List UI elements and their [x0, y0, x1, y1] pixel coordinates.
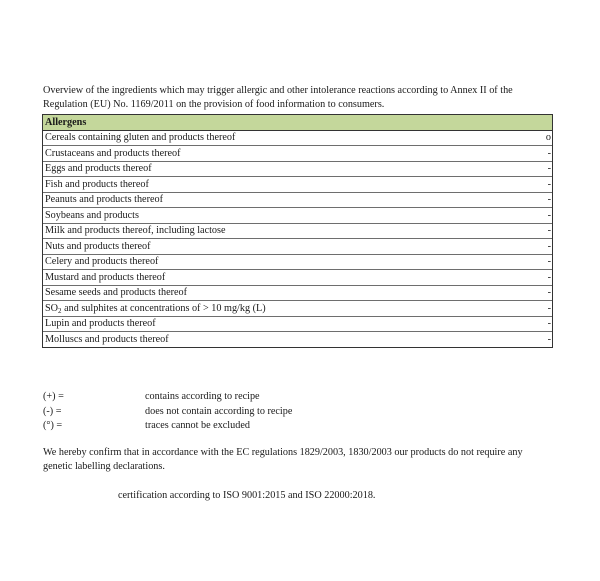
confirmation-text [43, 446, 553, 474]
table-row [43, 316, 553, 332]
table-row [43, 254, 553, 270]
legend [43, 390, 443, 434]
certification-text: certification according to ISO 9001:2015 and ISO 22000:2018. [118, 490, 376, 501]
allergen-name: Molluscs and products thereof [43, 332, 513, 348]
legend-symbol: (-) = [43, 405, 62, 417]
allergen-value: - [513, 177, 553, 193]
allergen-value: - [513, 239, 553, 255]
allergen-name: Eggs and products thereof [43, 161, 513, 177]
table-row [43, 270, 553, 286]
table-header-row [43, 115, 553, 131]
allergen-table [42, 114, 553, 348]
confirmation-line-2: genetic labelling declarations. [43, 461, 165, 472]
allergen-name: Cereals containing gluten and products thereof [43, 130, 513, 146]
allergen-name: Crustaceans and products thereof [43, 146, 513, 162]
table-header-allergens: Allergens [43, 115, 513, 131]
legend-description: does not contain according to recipe [145, 405, 293, 417]
intro-text [43, 84, 563, 111]
allergen-name: Nuts and products thereof [43, 239, 513, 255]
intro-line-1: Overview of the ingredients which may trigger allergic and other intolerance reactions according to Annex II of the [43, 85, 513, 96]
legend-description: contains according to recipe [145, 391, 260, 402]
allergen-name: Milk and products thereof, including lactose [43, 223, 513, 239]
legend-row [43, 405, 443, 420]
table-row [43, 332, 553, 348]
allergen-value: - [513, 316, 553, 332]
allergen-name [43, 301, 513, 317]
intro-line-2: Regulation (EU) No. 1169/2011 on the provision of food information to consumers. [43, 98, 385, 110]
allergen-value: - [513, 254, 553, 270]
allergen-value: - [513, 285, 553, 301]
allergen-value: - [513, 161, 553, 177]
table-row [43, 130, 553, 146]
legend-symbol: (°) = [43, 420, 63, 431]
legend-symbol: (+) = [43, 391, 64, 402]
table-row [43, 146, 553, 162]
table-row [43, 239, 553, 255]
legend-description: traces cannot be excluded [145, 420, 250, 431]
table-row [43, 192, 553, 208]
so2-subscript: 2 [58, 306, 62, 315]
legend-row [43, 390, 443, 405]
allergen-value: - [513, 270, 553, 286]
allergen-name: Lupin and products thereof [43, 316, 513, 332]
legend-row [43, 419, 443, 434]
allergen-name: Celery and products thereof [43, 254, 513, 270]
allergen-value: - [513, 208, 553, 224]
allergen-value: - [513, 192, 553, 208]
allergen-value: - [513, 332, 553, 348]
allergen-name: Peanuts and products thereof [43, 192, 513, 208]
allergen-value: - [513, 301, 553, 317]
allergen-value: o [513, 130, 553, 146]
table-row [43, 177, 553, 193]
so2-suffix: and sulphites at concentrations of > 10 mg/kg (L) [61, 302, 266, 314]
table-header-value [513, 115, 553, 131]
allergen-name: Fish and products thereof [43, 177, 513, 193]
allergen-name: Sesame seeds and products thereof [43, 285, 513, 301]
confirmation-line-1: We hereby confirm that in accordance with the EC regulations 1829/2003, 1830/2003 our products do not require any [43, 447, 523, 458]
allergen-name: Soybeans and products [43, 208, 513, 224]
table-row [43, 161, 553, 177]
table-row [43, 285, 553, 301]
so2-prefix: SO [45, 302, 59, 314]
table-row [43, 301, 553, 317]
allergen-value: - [513, 146, 553, 162]
table-row [43, 223, 553, 239]
allergen-value: - [513, 223, 553, 239]
table-row [43, 208, 553, 224]
allergen-name: Mustard and products thereof [43, 270, 513, 286]
